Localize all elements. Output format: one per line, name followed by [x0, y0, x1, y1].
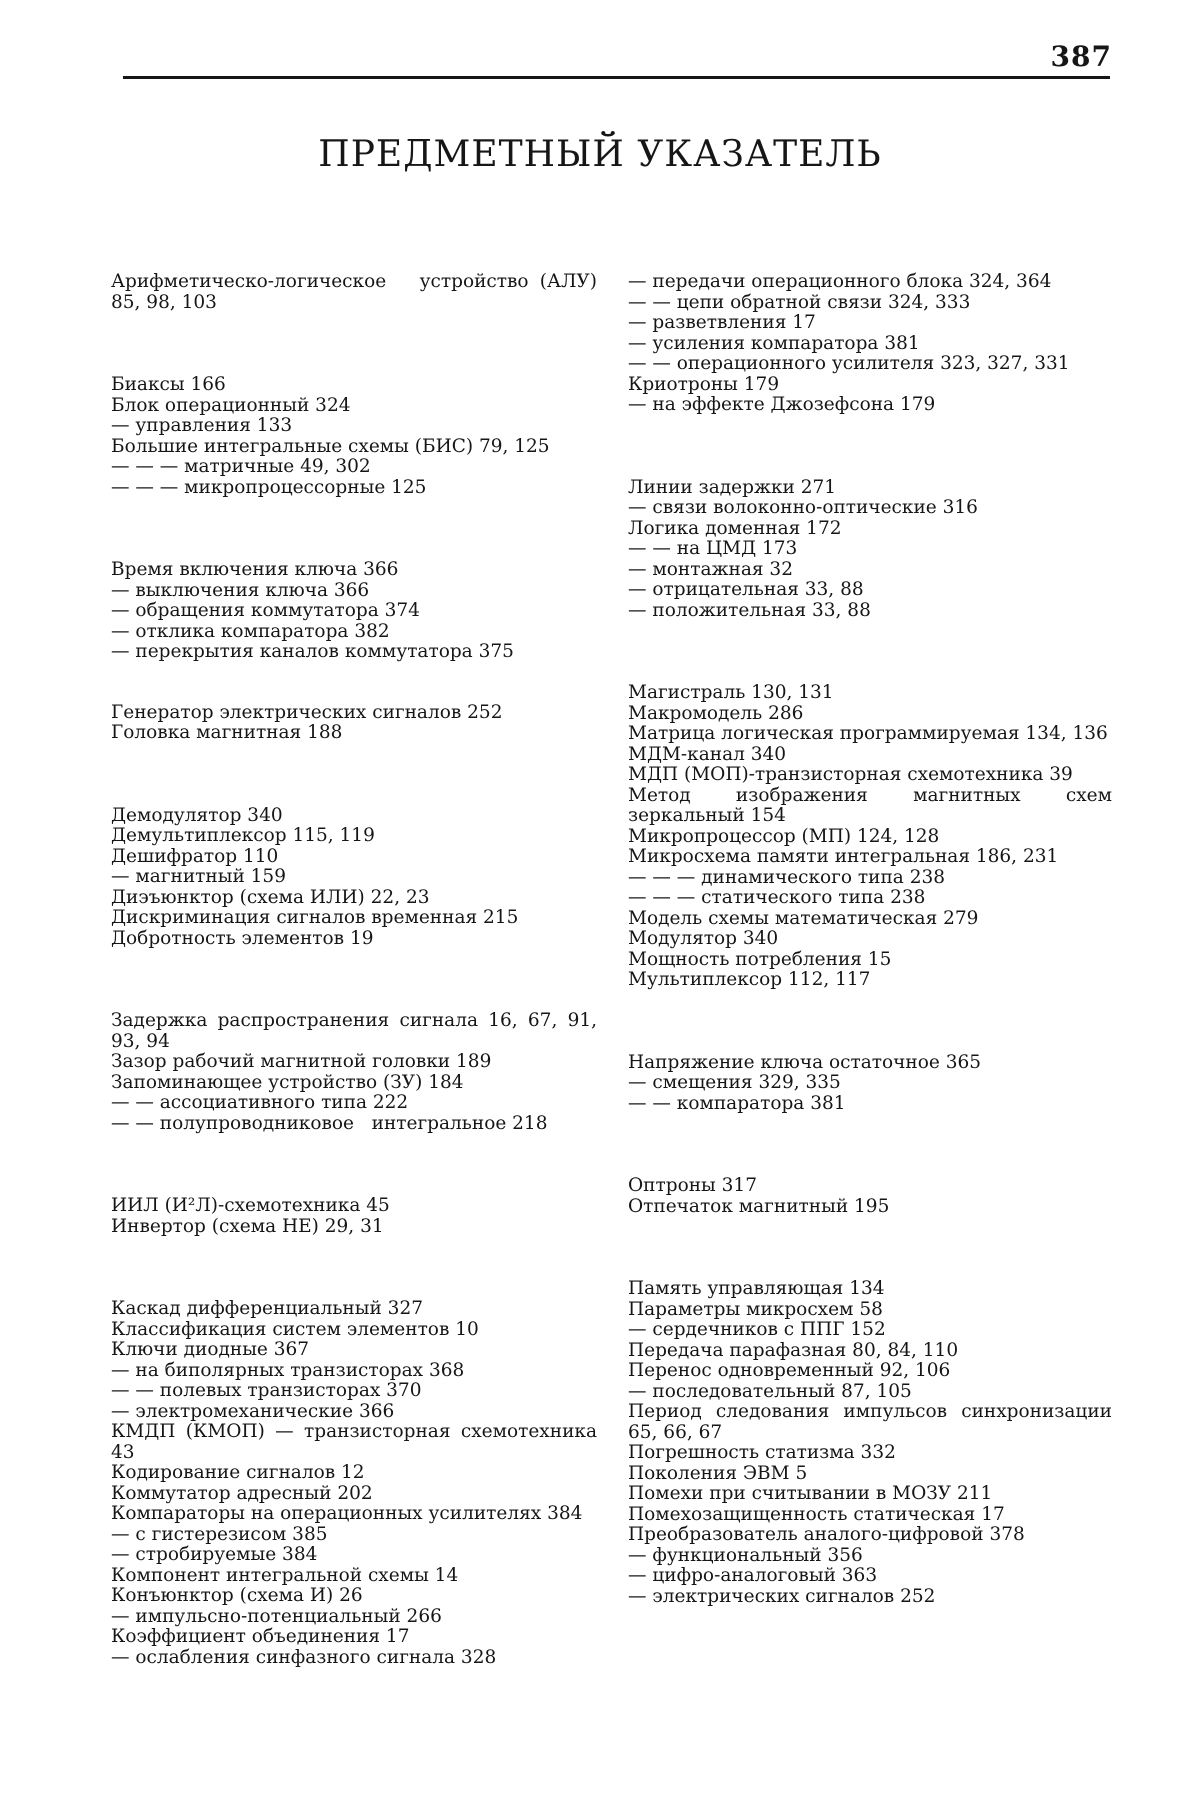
top-rule [123, 76, 1110, 79]
index-entry: Метод изображения магнитных схем зеркальный 154 [628, 784, 1118, 826]
index-entry: — с гистерезисом 385 [111, 1523, 328, 1545]
index-entry: Задержка распространения сигнала 16, 67, 91, 93, 94 [111, 1010, 603, 1052]
index-entry: Демультиплексор 115, 119 [111, 825, 375, 846]
index-entry: ИИЛ (И²Л)-схемотехника 45 [111, 1195, 390, 1216]
index-entry: — управления 133 [111, 415, 293, 436]
index-entry: — магнитный 159 [111, 866, 286, 887]
index-section [111, 1298, 603, 1668]
index-entry: Помехозащищенность статическая 17 [628, 1503, 1005, 1525]
index-entry: Каскад дифференциальный 327 [111, 1298, 423, 1319]
index-entry: — на эффекте Джозефсона 179 [628, 394, 936, 415]
index-entry: Биаксы 166 [111, 374, 226, 395]
index-entry: — усиления компаратора 381 [628, 332, 920, 354]
index-entry: — — операционного усилителя 323, 327, 331 [628, 353, 1070, 374]
index-column-right [628, 271, 1118, 1607]
index-entry: — — — микропроцессорные 125 [111, 476, 427, 498]
index-entry: Мощность потребления 15 [628, 948, 892, 970]
index-entry: — функциональный 356 [628, 1544, 863, 1566]
index-entry: Логика доменная 172 [628, 517, 842, 539]
index-entry: — — полевых транзисторах 370 [111, 1380, 422, 1401]
index-entry: Компонент интегральной схемы 14 [111, 1564, 459, 1586]
index-entry: — импульсно-потенциальный 266 [111, 1605, 442, 1627]
index-entry: — — цепи обратной связи 324, 333 [628, 291, 971, 313]
index-entry: — электрических сигналов 252 [628, 1585, 936, 1607]
index-section [111, 703, 597, 744]
index-section [111, 1196, 597, 1237]
index-entry: Передача парафазная 80, 84, 110 [628, 1339, 959, 1361]
index-entry: Блок операционный 324 [111, 394, 351, 416]
index-entry: Зазор рабочий магнитной головки 189 [111, 1051, 492, 1072]
index-entry: Кодирование сигналов 12 [111, 1462, 365, 1483]
index-entry: Модель схемы математическая 279 [628, 907, 979, 929]
index-entry: Модулятор 340 [628, 928, 779, 949]
index-entry: Матрица логическая программируемая 134, 136 [628, 723, 1108, 744]
index-entry: — обращения коммутатора 374 [111, 600, 420, 621]
index-entry: Большие интегральные схемы (БИС) 79, 125 [111, 435, 550, 457]
index-entry: — — полупроводниковое интегральное 218 [111, 1112, 548, 1134]
index-entry: Напряжение ключа остаточное 365 [628, 1051, 981, 1073]
index-entry: — последовательный 87, 105 [628, 1380, 912, 1402]
index-entry: Поколения ЭВМ 5 [628, 1462, 808, 1484]
index-section [111, 1010, 603, 1134]
index-entry: Погрешность статизма 332 [628, 1442, 896, 1463]
index-entry: Преобразователь аналого-цифровой 378 [628, 1524, 1025, 1545]
index-entry: Параметры микросхем 58 [628, 1298, 883, 1320]
index-entry: Коэффициент объединения 17 [111, 1626, 410, 1647]
page-number: 387 [1050, 40, 1112, 73]
index-entry: Арифметическо-логическое устройство (АЛУ) 85, 98, 103 [111, 271, 603, 313]
index-section [628, 272, 1112, 416]
index-entry: Запоминающее устройство (ЗУ) 184 [111, 1071, 464, 1093]
page-title: ПРЕДМЕТНЫЙ УКАЗАТЕЛЬ [318, 134, 882, 175]
index-entry: КМДП (КМОП) — транзисторная схемотехника 43 [111, 1421, 603, 1463]
index-entry: Диэъюнктор (схема ИЛИ) 22, 23 [111, 886, 430, 908]
index-entry: — — компаратора 381 [628, 1092, 846, 1114]
index-entry: Классификация систем элементов 10 [111, 1318, 479, 1340]
index-entry: Компараторы на операционных усилителях 384 [111, 1503, 583, 1524]
index-entry: Помехи при считывании в МОЗУ 211 [628, 1483, 993, 1504]
index-section [628, 682, 1118, 991]
index-entry: — сердечников с ППГ 152 [628, 1319, 886, 1340]
index-entry: Перенос одновременный 92, 106 [628, 1360, 951, 1381]
index-entry: — смещения 329, 335 [628, 1072, 841, 1093]
index-entry: — отрицательная 33, 88 [628, 579, 864, 600]
index-entry: — ослабления синфазного сигнала 328 [111, 1646, 497, 1668]
index-entry: — перекрытия каналов коммутатора 375 [111, 641, 514, 662]
index-entry: Коммутатор адресный 202 [111, 1482, 373, 1504]
index-entry: Демодулятор 340 [111, 804, 283, 826]
index-entry: Дешифратор 110 [111, 845, 279, 867]
index-entry: Мультиплексор 112, 117 [628, 969, 871, 990]
index-entry: Головка магнитная 188 [111, 722, 343, 743]
index-entry: Время включения ключа 366 [111, 559, 399, 580]
index-entry: Инвертор (схема НЕ) 29, 31 [111, 1215, 384, 1237]
index-column-left [111, 271, 603, 1668]
index-section [628, 1053, 1112, 1115]
index-entry: Линии задержки 271 [628, 476, 837, 498]
index-entry: Микропроцессор (МП) 124, 128 [628, 825, 940, 847]
index-entry: Память управляющая 134 [628, 1278, 885, 1299]
index-entry: — выключения ключа 366 [111, 579, 370, 601]
index-entry: Оптроны 317 [628, 1175, 757, 1196]
index-entry: — отклика компаратора 382 [111, 620, 390, 642]
index-section [111, 271, 603, 313]
index-entry: Генератор электрических сигналов 252 [111, 701, 503, 723]
index-entry: Макромодель 286 [628, 702, 804, 724]
index-section [111, 375, 597, 498]
index-section [628, 1176, 1112, 1217]
index-entry: — — — матричные 49, 302 [111, 456, 371, 477]
index-entry: Микросхема памяти интегральная 186, 231 [628, 846, 1059, 867]
index-section [628, 478, 1112, 622]
index-entry: — стробируемые 384 [111, 1544, 318, 1565]
index-entry: Криотроны 179 [628, 373, 780, 395]
index-entry: — разветвления 17 [628, 312, 816, 333]
index-section [111, 806, 597, 950]
index-entry: Дискриминация сигналов временная 215 [111, 907, 519, 928]
index-entry: — — — статического типа 238 [628, 887, 926, 908]
index-entry: Ключи диодные 367 [111, 1339, 310, 1360]
index-entry: — электромеханические 366 [111, 1400, 395, 1422]
index-entry: МДП (МОП)-транзисторная схемотехника 39 [628, 764, 1073, 785]
index-entry: — — ассоциативного типа 222 [111, 1092, 409, 1113]
index-entry: — передачи операционного блока 324, 364 [628, 271, 1052, 292]
index-entry: — — на ЦМД 173 [628, 538, 798, 559]
index-entry: — — — динамического типа 238 [628, 866, 946, 888]
index-entry: Отпечаток магнитный 195 [628, 1195, 890, 1217]
index-entry: Магистраль 130, 131 [628, 682, 834, 703]
index-entry: МДМ-канал 340 [628, 743, 787, 765]
index-entry: — связи волоконно-оптические 316 [628, 497, 978, 518]
index-entry: Период следования импульсов синхронизации 65, 66, 67 [628, 1401, 1118, 1443]
index-entry: Конъюнктор (схема И) 26 [111, 1585, 363, 1606]
index-entry: — на биполярных транзисторах 368 [111, 1359, 465, 1381]
index-section [628, 1278, 1118, 1607]
index-entry: — монтажная 32 [628, 558, 793, 580]
index-entry: — положительная 33, 88 [628, 599, 871, 621]
index-entry: Добротность элементов 19 [111, 927, 374, 949]
index-section [111, 560, 597, 663]
index-entry: — цифро-аналоговый 363 [628, 1565, 878, 1586]
